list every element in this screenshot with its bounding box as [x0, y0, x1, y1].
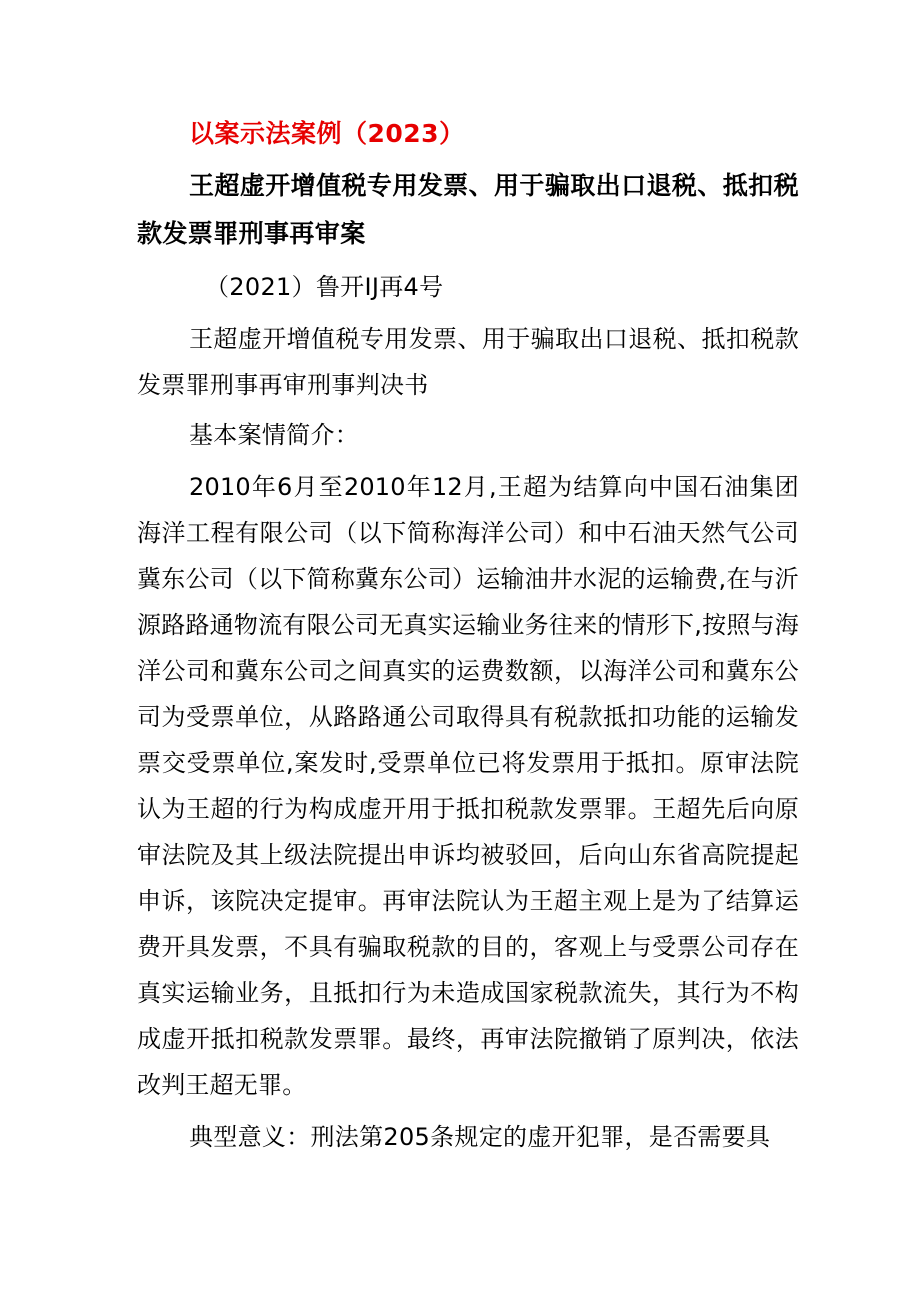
case-title: 王超虚开增值税专用发票、用于骗取出口退税、抵扣税款发票罪刑事再审案 [137, 171, 799, 248]
judgment-title: 王超虚开增值税专用发票、用于骗取出口退税、抵扣税款发票罪刑事再审刑事判决书 [137, 325, 799, 399]
series-label: 以案示法案例（2023） [189, 119, 465, 148]
case-summary-paragraph: 2010年6月至2010年12月,王超为结算向中国石油集团海洋工程有限公司（以下简称海洋公司）和中石油天然气公司冀东公司（以下简称冀东公司）运输油井水泥的运输费,在与沂源路路通物流有限公司无真实运输业务往来的情形下,按照与海洋公司和冀东公司之间真实的运费数额，以海洋公司和冀东公司为受票单位，从路路通公司取得具有税款抵扣功能的运输发票交受票单位,案发时,受票单位已将发票用于抵扣。原审法院认为王超的行为构成虚开用于抵扣税款发票罪。王超先后向原审法院及其上级法院提出申诉均被驳回，后向山东省高院提起申诉，该院决定提审。再审法院认为王超主观上是为了结算运费开具发票，不具有骗取税款的目的，客观上与受票公司存在真实运输业务，且抵扣行为未造成国家税款流失，其行为不构成虚开抵扣税款发票罪。最终，再审法院撤销了原判决，依法改判王超无罪。 [137, 473, 799, 1099]
document-body [137, 112, 799, 1160]
section-heading: 基本案情简介： [189, 421, 360, 449]
significance-paragraph: 典型意义：刑法第205条规定的虚开犯罪，是否需要具 [189, 1123, 771, 1151]
case-number: （2021）鲁开IJ再4号 [205, 273, 444, 301]
